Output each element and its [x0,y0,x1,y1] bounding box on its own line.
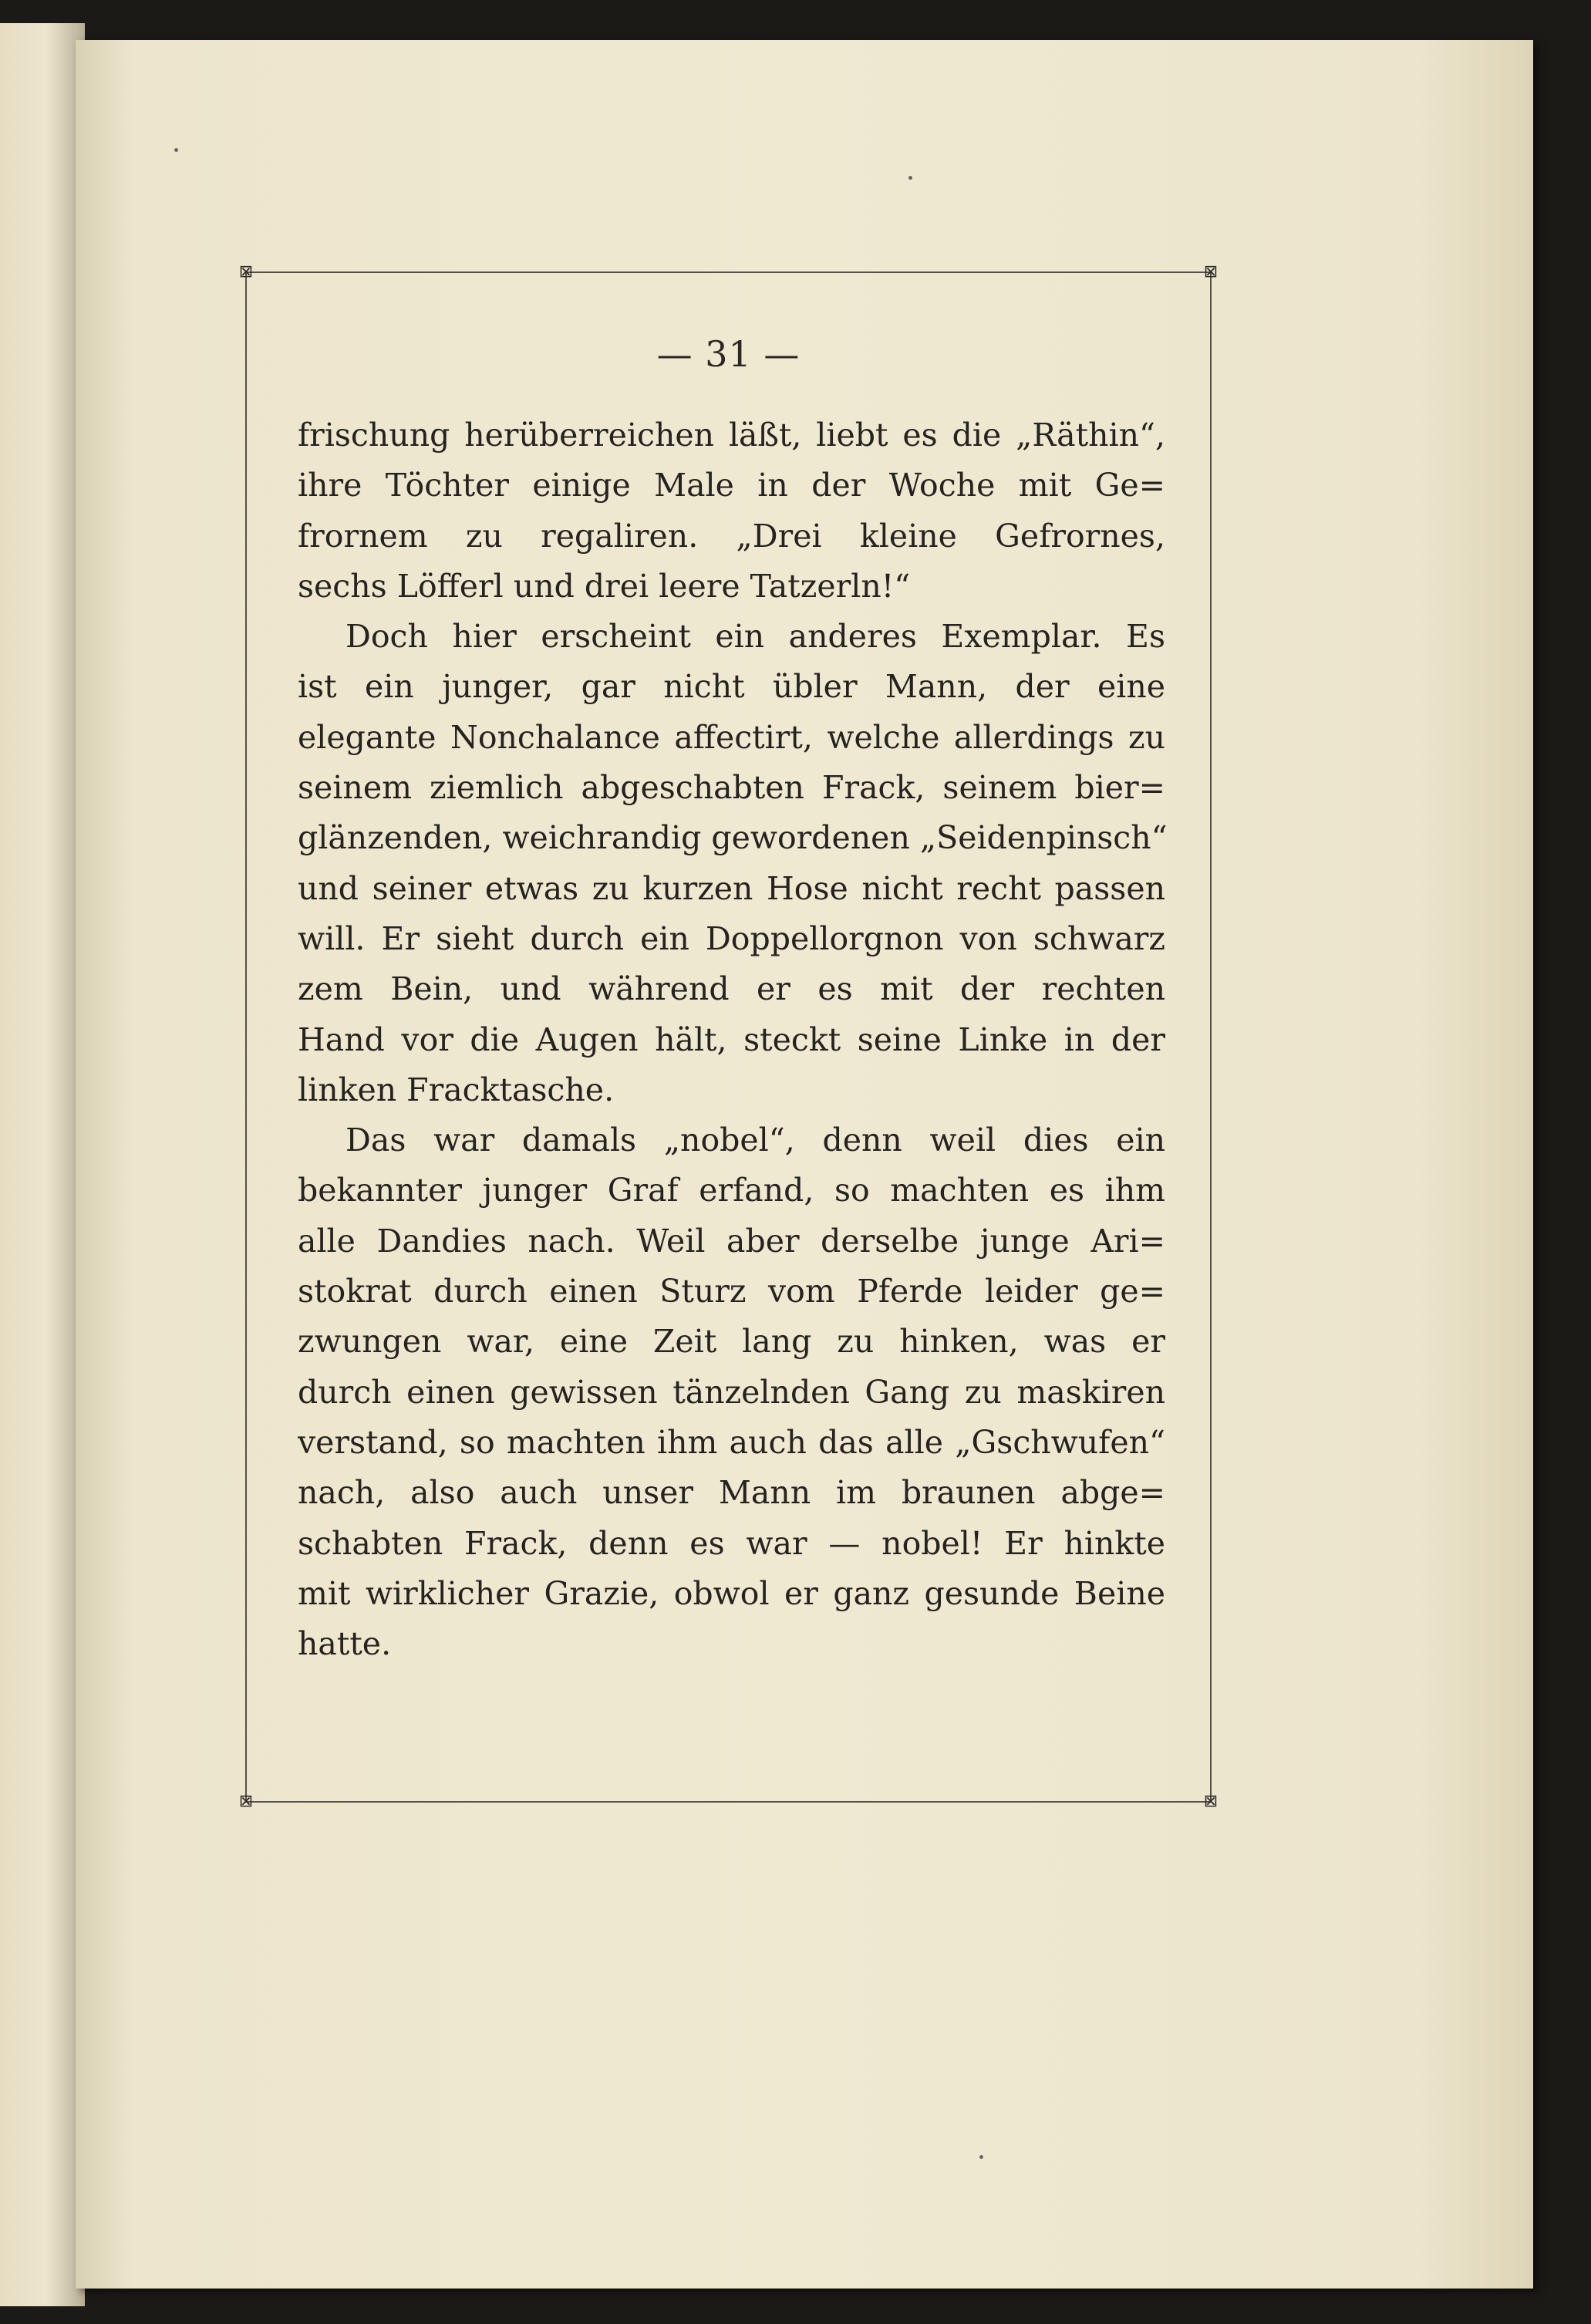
frame-corner-ornament-icon: ⊠ [1203,1792,1219,1811]
text-line: alle Dandies nach. Weil aber derselbe junge Ari= [298,1222,1165,1260]
text-line: Doch hier erscheint ein anderes Exemplar. Es [346,618,1165,656]
text-line: frischung herüberreichen läßt, liebt es die „Räthin“, [298,417,1165,454]
text-line: zwungen war, eine Zeit lang zu hinken, was er [298,1323,1165,1361]
text-line: und seiner etwas zu kurzen Hose nicht recht passen [298,869,1165,907]
body-text [298,410,1168,1669]
text-line: Das war damals „nobel“, denn weil dies ein [346,1122,1165,1159]
text-line: hatte. [298,1625,392,1663]
frame-corner-ornament-icon: ⊠ [1203,262,1219,282]
text-line: zem Bein, und während er es mit der rechten [298,970,1165,1008]
text-line: ist ein junger, gar nicht übler Mann, der eine [298,668,1165,706]
text-line: linken Fracktasche. [298,1071,615,1108]
paper-speck [908,176,912,180]
frame-corner-ornament-icon: ⊠ [238,262,254,282]
text-line: Hand vor die Augen hält, steckt seine Linke in der [298,1020,1165,1058]
text-line: durch einen gewissen tänzelnden Gang zu maskiren [298,1373,1165,1411]
text-line: glänzenden, weichrandig gewordenen „Seidenpinsch“ [298,819,1168,857]
text-line: schabten Frack, denn es war — nobel! Er hinkte [298,1524,1165,1562]
facing-page-edge [0,23,85,2306]
text-line: verstand, so machten ihm auch das alle „Gschwufen“ [298,1423,1165,1461]
text-line: nach, also auch unser Mann im braunen abge= [298,1474,1165,1512]
frame-corner-ornament-icon: ⊠ [238,1792,254,1811]
paragraph [298,410,1165,612]
paper-speck [979,2155,983,2159]
text-line: will. Er sieht durch ein Doppellorgnon von schwarz [298,919,1165,957]
text-line: sechs Löfferl und drei leere Tatzerln!“ [298,567,911,605]
text-line: bekannter junger Graf erfand, so machten es ihm [298,1172,1165,1209]
paragraph [298,1115,1165,1669]
ornamental-frame [238,262,1219,1811]
text-line: elegante Nonchalance affectirt, welche allerdings zu [298,718,1165,756]
text-line: frornem zu regaliren. „Drei kleine Gefrornes, [298,517,1165,555]
text-line: ihre Töchter einige Male in der Woche mit Ge= [298,467,1165,504]
page-number: — 31 — [656,333,801,375]
paper-speck [174,148,178,152]
text-line: mit wirklicher Grazie, obwol er ganz gesunde Beine [298,1574,1165,1612]
text-line: stokrat durch einen Sturz vom Pferde leider ge= [298,1273,1165,1310]
paragraph [298,612,1168,1115]
text-line: seinem ziemlich abgeschabten Frack, seinem bier= [298,769,1165,807]
